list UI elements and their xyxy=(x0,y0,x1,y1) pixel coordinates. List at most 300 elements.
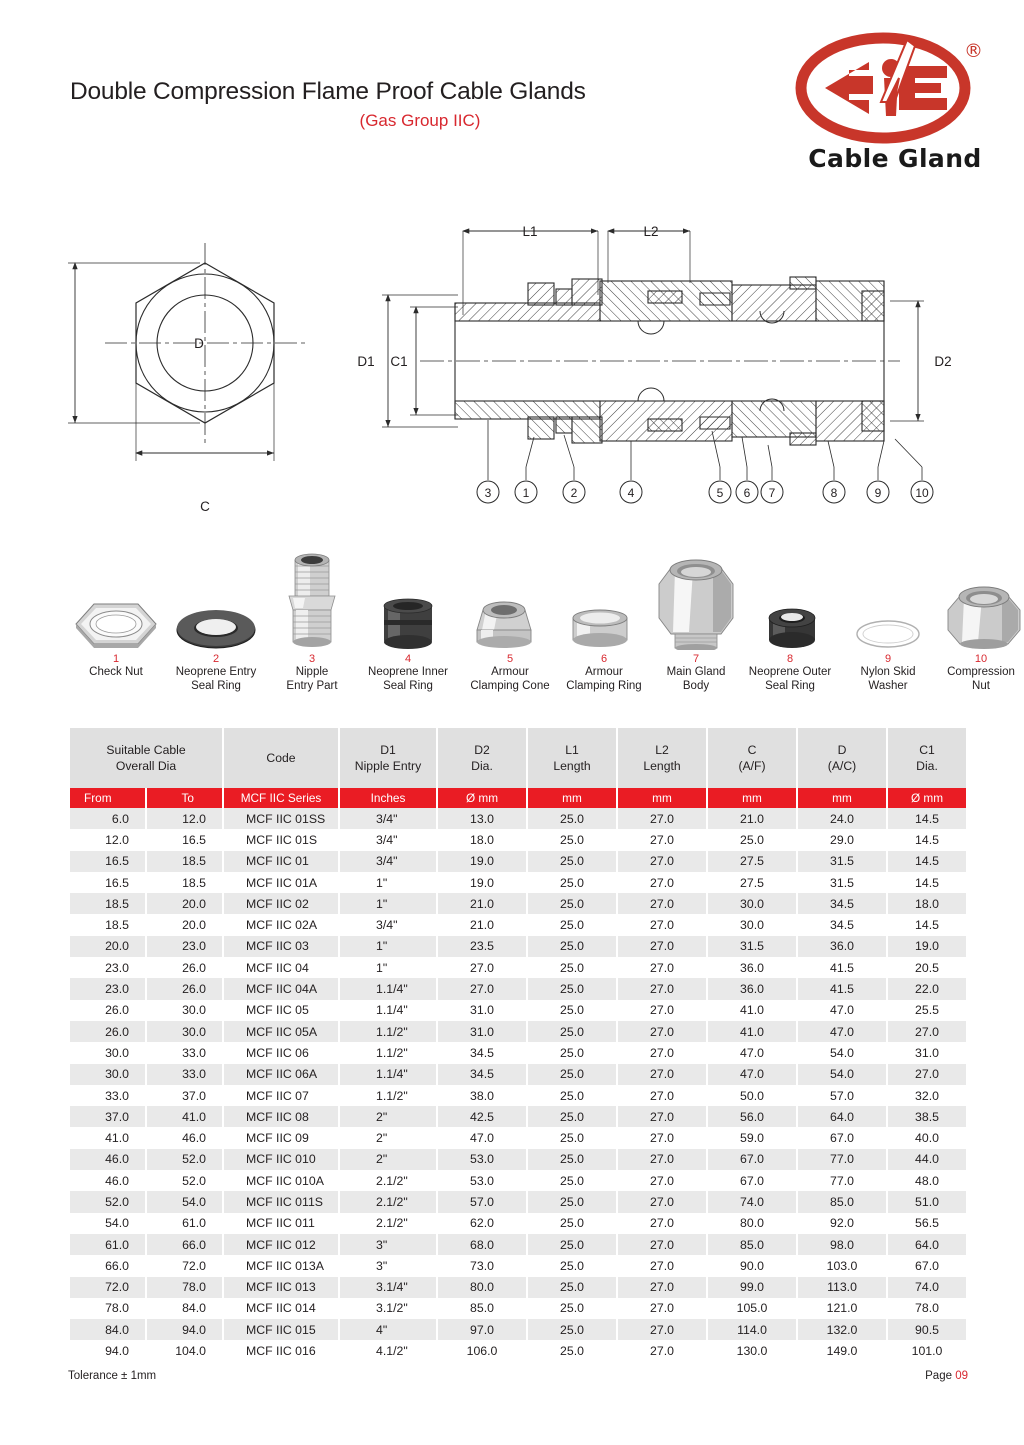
cell-d: 31.5 xyxy=(798,872,886,893)
cell-code: MCF IIC 02 xyxy=(224,893,338,914)
cell-d2: 34.5 xyxy=(438,1042,526,1063)
legend-label: Neoprene Outer xyxy=(748,666,832,678)
cell-l2: 27.0 xyxy=(618,1191,706,1212)
cell-c: 50.0 xyxy=(708,1085,796,1106)
legend-label2: Seal Ring xyxy=(383,679,433,692)
legend-item-5 xyxy=(458,653,562,693)
cell-from: 30.0 xyxy=(70,1042,145,1063)
legend-item-4 xyxy=(356,653,460,693)
table-row xyxy=(70,936,966,957)
unit-header-to: To xyxy=(147,788,222,808)
cell-l1: 25.0 xyxy=(528,1085,616,1106)
cell-d2: 57.0 xyxy=(438,1191,526,1212)
cell-c: 27.5 xyxy=(708,851,796,872)
cell-code: MCF IIC 011S xyxy=(224,1191,338,1212)
legend-label: Compression xyxy=(947,666,1015,678)
header-c1-dia xyxy=(888,728,966,788)
cell-c1: 40.0 xyxy=(888,1127,966,1148)
cell-l2: 27.0 xyxy=(618,1255,706,1276)
cell-d1: 1.1/4" xyxy=(340,978,436,999)
cell-l1: 25.0 xyxy=(528,1191,616,1212)
cell-l2: 27.0 xyxy=(618,1021,706,1042)
cell-l1: 25.0 xyxy=(528,1170,616,1191)
part-photo-4-neoprene-inner-seal-ring xyxy=(362,596,454,650)
header-line2: Overall Dia xyxy=(115,759,177,773)
cell-c1: 78.0 xyxy=(888,1298,966,1319)
cell-c1: 22.0 xyxy=(888,978,966,999)
cell-l2: 27.0 xyxy=(618,1106,706,1127)
table-row xyxy=(70,978,966,999)
cell-d1: 1.1/4" xyxy=(340,1000,436,1021)
cell-l1: 25.0 xyxy=(528,829,616,850)
cell-code: MCF IIC 09 xyxy=(224,1127,338,1148)
cell-code: MCF IIC 05A xyxy=(224,1021,338,1042)
cell-c1: 90.5 xyxy=(888,1319,966,1340)
dim-label-d: D xyxy=(194,336,204,351)
cell-c: 41.0 xyxy=(708,1021,796,1042)
cell-code: MCF IIC 01S xyxy=(224,829,338,850)
cell-l1: 25.0 xyxy=(528,1255,616,1276)
cell-c: 99.0 xyxy=(708,1277,796,1298)
cell-to: 52.0 xyxy=(147,1170,222,1191)
cell-c: 25.0 xyxy=(708,829,796,850)
cell-c: 47.0 xyxy=(708,1042,796,1063)
cell-c1: 14.5 xyxy=(888,808,966,829)
cell-from: 46.0 xyxy=(70,1170,145,1191)
cell-l1: 25.0 xyxy=(528,1277,616,1298)
cell-l1: 25.0 xyxy=(528,1021,616,1042)
legend-label2: Nut xyxy=(972,679,990,692)
table-row xyxy=(70,872,966,893)
legend-number: 7 xyxy=(692,653,700,665)
cell-d2: 97.0 xyxy=(438,1319,526,1340)
cell-d2: 31.0 xyxy=(438,1000,526,1021)
cell-c1: 19.0 xyxy=(888,936,966,957)
cell-d1: 3.1/2" xyxy=(340,1298,436,1319)
cable-gland-spec-table xyxy=(68,728,968,1362)
page-indicator xyxy=(925,1370,968,1382)
cell-l2: 27.0 xyxy=(618,1149,706,1170)
legend-number: 9 xyxy=(884,653,892,665)
cell-l1: 25.0 xyxy=(528,893,616,914)
cell-l2: 27.0 xyxy=(618,936,706,957)
cell-from: 12.0 xyxy=(70,829,145,850)
cell-l2: 27.0 xyxy=(618,1127,706,1148)
cell-d: 34.5 xyxy=(798,893,886,914)
gie-logo-icon xyxy=(795,32,985,144)
legend-number: 3 xyxy=(308,653,316,665)
legend-item-9 xyxy=(842,653,934,693)
cell-l2: 27.0 xyxy=(618,914,706,935)
cell-c: 36.0 xyxy=(708,957,796,978)
cell-d1: 2" xyxy=(340,1127,436,1148)
cell-d: 103.0 xyxy=(798,1255,886,1276)
cell-l2: 27.0 xyxy=(618,808,706,829)
cell-l1: 25.0 xyxy=(528,978,616,999)
legend-label2: Washer xyxy=(868,679,908,692)
cell-to: 16.5 xyxy=(147,829,222,850)
table-row xyxy=(70,1000,966,1021)
cell-d1: 1.1/2" xyxy=(340,1085,436,1106)
cell-l1: 25.0 xyxy=(528,936,616,957)
table-row xyxy=(70,1149,966,1170)
cell-d2: 80.0 xyxy=(438,1277,526,1298)
cell-from: 54.0 xyxy=(70,1213,145,1234)
header-suitable-cable-overall-dia xyxy=(70,728,222,788)
svg-text:3: 3 xyxy=(484,486,492,500)
legend-label2: Seal Ring xyxy=(191,679,241,692)
part-photo-1-check-nut xyxy=(70,594,162,650)
legend-label2: Seal Ring xyxy=(765,679,815,692)
cell-to: 72.0 xyxy=(147,1255,222,1276)
cell-code: MCF IIC 014 xyxy=(224,1298,338,1319)
cell-c1: 48.0 xyxy=(888,1170,966,1191)
cell-code: MCF IIC 04A xyxy=(224,978,338,999)
table-row xyxy=(70,957,966,978)
cell-l1: 25.0 xyxy=(528,1340,616,1361)
cell-from: 66.0 xyxy=(70,1255,145,1276)
cell-d2: 73.0 xyxy=(438,1255,526,1276)
cell-to: 54.0 xyxy=(147,1191,222,1212)
legend-label: Nipple xyxy=(295,666,329,678)
cell-code: MCF IIC 01A xyxy=(224,872,338,893)
table-group-header-row xyxy=(70,728,966,788)
cell-to: 30.0 xyxy=(147,1021,222,1042)
cell-c: 67.0 xyxy=(708,1170,796,1191)
cell-d2: 19.0 xyxy=(438,872,526,893)
dim-label-d2: D2 xyxy=(934,354,952,369)
cell-code: MCF IIC 012 xyxy=(224,1234,338,1255)
legend-label2: Clamping Ring xyxy=(566,679,642,692)
cell-d: 47.0 xyxy=(798,1000,886,1021)
cell-to: 26.0 xyxy=(147,957,222,978)
cell-code: MCF IIC 016 xyxy=(224,1340,338,1361)
cell-d: 24.0 xyxy=(798,808,886,829)
cell-d2: 47.0 xyxy=(438,1127,526,1148)
cell-code: MCF IIC 04 xyxy=(224,957,338,978)
legend-label2: Body xyxy=(682,679,710,692)
cell-c: 41.0 xyxy=(708,1000,796,1021)
page-title: Double Compression Flame Proof Cable Glands xyxy=(70,78,586,105)
cell-to: 26.0 xyxy=(147,978,222,999)
header-line1: L2 xyxy=(655,743,669,757)
cell-c: 21.0 xyxy=(708,808,796,829)
cell-d1: 1.1/4" xyxy=(340,1064,436,1085)
cell-code: MCF IIC 06A xyxy=(224,1064,338,1085)
part-photo-7-main-gland-body xyxy=(650,554,742,650)
cell-l1: 25.0 xyxy=(528,1000,616,1021)
cell-l2: 27.0 xyxy=(618,1170,706,1191)
legend-label2: Clamping Cone xyxy=(470,679,550,692)
cell-to: 33.0 xyxy=(147,1042,222,1063)
cell-c: 56.0 xyxy=(708,1106,796,1127)
cell-d: 77.0 xyxy=(798,1170,886,1191)
cell-code: MCF IIC 06 xyxy=(224,1042,338,1063)
cell-l1: 25.0 xyxy=(528,1127,616,1148)
cell-from: 94.0 xyxy=(70,1340,145,1361)
table-body xyxy=(70,808,966,1362)
svg-text:10: 10 xyxy=(915,486,929,500)
cell-d: 121.0 xyxy=(798,1298,886,1319)
parts-legend xyxy=(70,653,1015,711)
cell-c1: 20.5 xyxy=(888,957,966,978)
legend-label2: Entry Part xyxy=(286,679,338,692)
cell-d2: 42.5 xyxy=(438,1106,526,1127)
cell-c: 90.0 xyxy=(708,1255,796,1276)
cell-c1: 27.0 xyxy=(888,1064,966,1085)
legend-item-8 xyxy=(738,653,842,693)
cell-d1: 2" xyxy=(340,1149,436,1170)
header-code xyxy=(224,728,338,788)
cell-d2: 62.0 xyxy=(438,1213,526,1234)
cell-d: 57.0 xyxy=(798,1085,886,1106)
cell-code: MCF IIC 05 xyxy=(224,1000,338,1021)
part-photo-9-nylon-skid-washer xyxy=(842,616,934,650)
cell-to: 37.0 xyxy=(147,1085,222,1106)
header-d-ac xyxy=(798,728,886,788)
cell-from: 78.0 xyxy=(70,1298,145,1319)
cell-l2: 27.0 xyxy=(618,1085,706,1106)
table-row xyxy=(70,1170,966,1191)
cell-l1: 25.0 xyxy=(528,1319,616,1340)
cell-c1: 14.5 xyxy=(888,829,966,850)
cell-from: 16.5 xyxy=(70,851,145,872)
specification-table xyxy=(68,728,968,1362)
cell-d1: 2" xyxy=(340,1106,436,1127)
cell-d2: 68.0 xyxy=(438,1234,526,1255)
cell-d: 67.0 xyxy=(798,1127,886,1148)
cell-d2: 106.0 xyxy=(438,1340,526,1361)
cell-c: 74.0 xyxy=(708,1191,796,1212)
cell-d2: 27.0 xyxy=(438,978,526,999)
title-block xyxy=(70,78,690,131)
unit-header-c: mm xyxy=(708,788,796,808)
cell-c: 59.0 xyxy=(708,1127,796,1148)
cell-d1: 1" xyxy=(340,957,436,978)
cell-code: MCF IIC 010A xyxy=(224,1170,338,1191)
cell-d1: 1" xyxy=(340,936,436,957)
cell-c: 130.0 xyxy=(708,1340,796,1361)
legend-label: Armour xyxy=(585,666,623,678)
cell-c: 105.0 xyxy=(708,1298,796,1319)
cell-d2: 18.0 xyxy=(438,829,526,850)
cell-to: 41.0 xyxy=(147,1106,222,1127)
header-line2: Length xyxy=(643,759,681,773)
cell-c1: 74.0 xyxy=(888,1277,966,1298)
cell-code: MCF IIC 01 xyxy=(224,851,338,872)
header-line2: Code xyxy=(266,751,296,765)
cell-d: 54.0 xyxy=(798,1064,886,1085)
cell-c: 85.0 xyxy=(708,1234,796,1255)
cell-d1: 3/4" xyxy=(340,914,436,935)
table-row xyxy=(70,1127,966,1148)
cell-code: MCF IIC 02A xyxy=(224,914,338,935)
svg-text:1: 1 xyxy=(522,486,530,500)
cell-d1: 1.1/2" xyxy=(340,1042,436,1063)
table-row xyxy=(70,1021,966,1042)
cell-d1: 3/4" xyxy=(340,829,436,850)
legend-item-1 xyxy=(70,653,162,680)
cell-l1: 25.0 xyxy=(528,872,616,893)
table-row xyxy=(70,1234,966,1255)
svg-text:9: 9 xyxy=(874,486,882,500)
cell-c1: 14.5 xyxy=(888,851,966,872)
company-logo xyxy=(795,32,1000,180)
cell-c1: 67.0 xyxy=(888,1255,966,1276)
cell-d2: 21.0 xyxy=(438,914,526,935)
header-d1-nipple-entry xyxy=(340,728,436,788)
legend-item-7 xyxy=(652,653,740,693)
cell-c1: 51.0 xyxy=(888,1191,966,1212)
header-line1: L1 xyxy=(565,743,579,757)
cell-d: 34.5 xyxy=(798,914,886,935)
cell-to: 18.5 xyxy=(147,872,222,893)
cell-from: 37.0 xyxy=(70,1106,145,1127)
cell-d2: 38.0 xyxy=(438,1085,526,1106)
legend-label: Neoprene Inner xyxy=(368,666,448,678)
cell-code: MCF IIC 013A xyxy=(224,1255,338,1276)
unit-header-d1: Inches xyxy=(340,788,436,808)
cell-l1: 25.0 xyxy=(528,1064,616,1085)
cell-d1: 2.1/2" xyxy=(340,1170,436,1191)
table-row xyxy=(70,829,966,850)
cell-d1: 3" xyxy=(340,1255,436,1276)
cell-code: MCF IIC 07 xyxy=(224,1085,338,1106)
cell-l2: 27.0 xyxy=(618,872,706,893)
table-row xyxy=(70,808,966,829)
cell-c1: 56.5 xyxy=(888,1213,966,1234)
part-photo-2-neoprene-entry-seal-ring xyxy=(170,604,262,650)
cell-l2: 27.0 xyxy=(618,1277,706,1298)
dim-label-d1: D1 xyxy=(357,354,375,369)
cell-from: 52.0 xyxy=(70,1191,145,1212)
table-row xyxy=(70,1085,966,1106)
cell-code: MCF IIC 01SS xyxy=(224,808,338,829)
cell-d: 47.0 xyxy=(798,1021,886,1042)
svg-text:8: 8 xyxy=(830,486,838,500)
cell-d: 98.0 xyxy=(798,1234,886,1255)
cell-c1: 101.0 xyxy=(888,1340,966,1361)
cell-d2: 53.0 xyxy=(438,1149,526,1170)
page-number: 09 xyxy=(955,1370,968,1382)
cell-l2: 27.0 xyxy=(618,1000,706,1021)
legend-number: 1 xyxy=(112,653,120,665)
unit-header-l1: mm xyxy=(528,788,616,808)
cell-l2: 27.0 xyxy=(618,851,706,872)
cell-l1: 25.0 xyxy=(528,851,616,872)
unit-header-from: From xyxy=(70,788,145,808)
table-row xyxy=(70,1298,966,1319)
cell-to: 18.5 xyxy=(147,851,222,872)
cell-to: 94.0 xyxy=(147,1319,222,1340)
table-row xyxy=(70,893,966,914)
cell-d2: 23.5 xyxy=(438,936,526,957)
cell-d2: 53.0 xyxy=(438,1170,526,1191)
legend-number: 4 xyxy=(404,653,412,665)
cell-l1: 25.0 xyxy=(528,1149,616,1170)
unit-header-l2: mm xyxy=(618,788,706,808)
dim-label-c: C xyxy=(200,499,210,514)
cell-d: 31.5 xyxy=(798,851,886,872)
logo-brand-text: Cable Gland xyxy=(808,144,982,173)
cell-from: 72.0 xyxy=(70,1277,145,1298)
cell-d1: 1" xyxy=(340,872,436,893)
cell-c1: 32.0 xyxy=(888,1085,966,1106)
cell-l1: 25.0 xyxy=(528,1298,616,1319)
logo-mark xyxy=(795,32,985,144)
table-row xyxy=(70,1340,966,1361)
header-d2-dia xyxy=(438,728,526,788)
cell-to: 78.0 xyxy=(147,1277,222,1298)
cell-to: 84.0 xyxy=(147,1298,222,1319)
cell-from: 18.5 xyxy=(70,893,145,914)
cell-c: 47.0 xyxy=(708,1064,796,1085)
cell-c: 80.0 xyxy=(708,1213,796,1234)
page-footer xyxy=(68,1370,968,1382)
cell-l1: 25.0 xyxy=(528,1106,616,1127)
cell-d: 29.0 xyxy=(798,829,886,850)
cell-c1: 14.5 xyxy=(888,872,966,893)
cell-to: 52.0 xyxy=(147,1149,222,1170)
unit-header-c1: Ø mm xyxy=(888,788,966,808)
header-line2: Nipple Entry xyxy=(354,759,422,773)
cell-c1: 18.0 xyxy=(888,893,966,914)
cell-d1: 3/4" xyxy=(340,851,436,872)
cell-c: 27.5 xyxy=(708,872,796,893)
cell-c: 30.0 xyxy=(708,893,796,914)
cell-d2: 27.0 xyxy=(438,957,526,978)
table-row xyxy=(70,1191,966,1212)
cell-c1: 64.0 xyxy=(888,1234,966,1255)
header-line1: D1 xyxy=(380,743,396,757)
cell-l2: 27.0 xyxy=(618,1042,706,1063)
header-line1: Suitable Cable xyxy=(106,743,186,757)
table-row xyxy=(70,1319,966,1340)
cell-d: 132.0 xyxy=(798,1319,886,1340)
engineering-drawing-svg xyxy=(0,205,1024,515)
technical-drawings xyxy=(0,205,1024,515)
header-line1: C1 xyxy=(919,743,935,757)
legend-number: 10 xyxy=(974,653,988,665)
svg-text:5: 5 xyxy=(716,486,724,500)
cell-from: 23.0 xyxy=(70,957,145,978)
part-photo-6-armour-clamping-ring xyxy=(554,606,646,650)
legend-label: Main Gland xyxy=(666,666,726,678)
legend-label: Check Nut xyxy=(89,666,143,678)
svg-text:4: 4 xyxy=(627,486,635,500)
table-row xyxy=(70,1213,966,1234)
cell-from: 18.5 xyxy=(70,914,145,935)
header-line1: D2 xyxy=(474,743,490,757)
cell-to: 66.0 xyxy=(147,1234,222,1255)
registered-trademark-icon: ® xyxy=(964,40,983,62)
legend-item-3 xyxy=(270,653,354,693)
cell-c: 30.0 xyxy=(708,914,796,935)
cell-to: 46.0 xyxy=(147,1127,222,1148)
cell-code: MCF IIC 011 xyxy=(224,1213,338,1234)
header-l2-length xyxy=(618,728,706,788)
cell-d: 77.0 xyxy=(798,1149,886,1170)
cell-l2: 27.0 xyxy=(618,1298,706,1319)
table-row xyxy=(70,1277,966,1298)
cell-d1: 1" xyxy=(340,893,436,914)
legend-item-10 xyxy=(932,653,1024,693)
cell-l1: 25.0 xyxy=(528,1213,616,1234)
cell-code: MCF IIC 015 xyxy=(224,1319,338,1340)
svg-text:6: 6 xyxy=(743,486,751,500)
cell-l2: 27.0 xyxy=(618,1340,706,1361)
cell-from: 61.0 xyxy=(70,1234,145,1255)
